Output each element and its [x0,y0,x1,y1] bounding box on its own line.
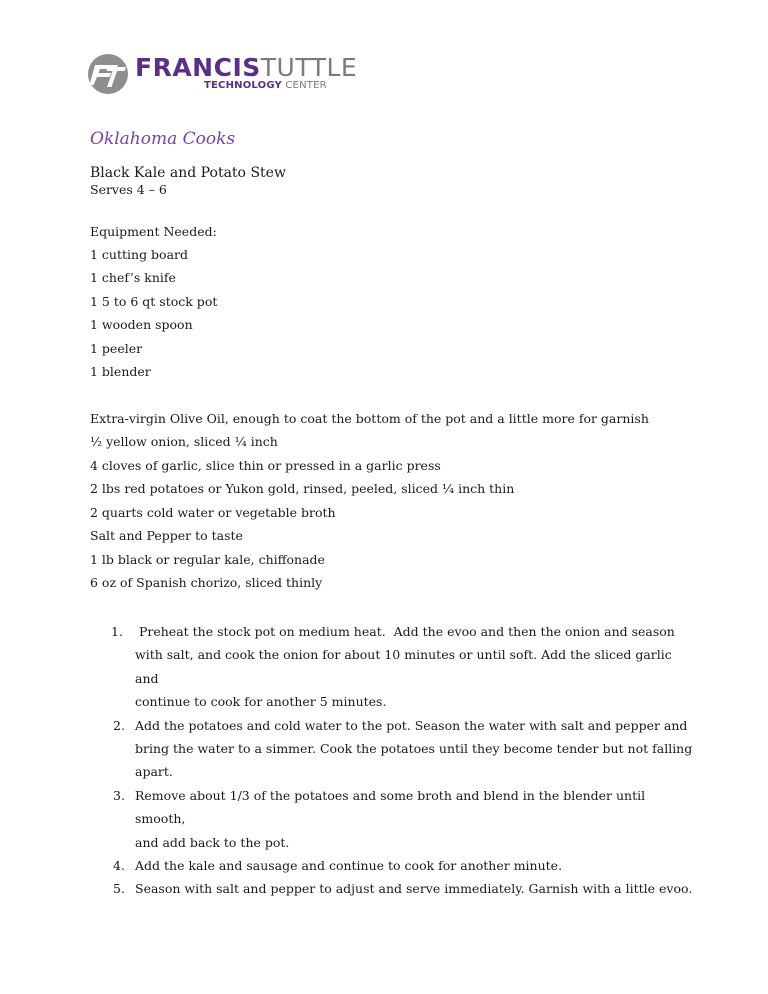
step-line: Add the kale and sausage and continue to cook for another minute. [135,858,563,874]
ingredient-item: 1 lb black or regular kale, chiffonade [90,552,325,567]
equipment-item: 1 cutting board [90,247,189,262]
logo-word-tuttle: TUTTLE [260,53,358,82]
step-number: 3. [113,787,125,803]
ingredient-item: Salt and Pepper to taste [90,528,243,543]
instruction-step [105,714,695,784]
instruction-step [105,784,695,854]
equipment-item: 1 peeler [90,341,143,356]
step-line: with salt, and cook the onion for about 10 minutes or until soft. Add the sliced garlic and [135,647,672,686]
logo-subtitle [204,80,327,91]
logo-sub-center: CENTER [285,80,327,91]
step-number: 1. [111,624,123,639]
logo-word-francis: FRANCIS [135,53,261,82]
ingredient-item: Extra-virgin Olive Oil, enough to coat the bottom of the pot and a little more for garnish [90,411,649,426]
step-number: 5. [113,881,125,897]
ingredient-item: 2 quarts cold water or vegetable broth [90,505,336,520]
recipe-name: Black Kale and Potato Stew [90,165,286,181]
step-line: Season with salt and pepper to adjust and serve immediately. Garnish with a little evoo. [135,881,693,897]
equipment-item: 1 wooden spoon [90,317,193,332]
instructions-list [105,620,695,901]
step-number: 2. [113,717,125,733]
instruction-step [105,877,695,900]
step-line: continue to cook for another 5 minutes. [135,694,387,710]
ingredient-item: 4 cloves of garlic, slice thin or pressed in a garlic press [90,458,441,473]
equipment-item: 1 5 to 6 qt stock pot [90,294,218,309]
instruction-step [105,854,695,877]
step-line: apart. [135,764,173,780]
logo-sub-technology: TECHNOLOGY [204,80,282,91]
equipment-item: 1 chef’s knife [90,270,176,285]
step-line: Preheat the stock pot on medium heat. Add the evoo and then the onion and season [135,624,675,639]
ingredient-item: 6 oz of Spanish chorizo, sliced thinly [90,575,323,590]
francis-tuttle-logo [87,53,367,99]
instruction-step [105,620,695,714]
step-line: Remove about 1/3 of the potatoes and some broth and blend in the blender until smooth, [135,787,646,827]
equipment-item: 1 blender [90,364,151,379]
step-number: 4. [113,858,125,874]
page-title: Oklahoma Cooks [90,129,236,149]
logo-wordmark [135,55,357,81]
ingredient-item: ½ yellow onion, sliced ¼ inch [90,434,278,449]
ft-monogram-icon [87,53,129,95]
ingredient-item: 2 lbs red potatoes or Yukon gold, rinsed, peeled, sliced ¼ inch thin [90,481,515,496]
step-line: and add back to the pot. [135,834,290,850]
step-line: Add the potatoes and cold water to the pot. Season the water with salt and pepper and [135,717,688,733]
serves-text: Serves 4 – 6 [90,182,167,197]
equipment-heading: Equipment Needed: [90,224,217,239]
step-line: bring the water to a simmer. Cook the potatoes until they become tender but not falling [135,741,693,757]
